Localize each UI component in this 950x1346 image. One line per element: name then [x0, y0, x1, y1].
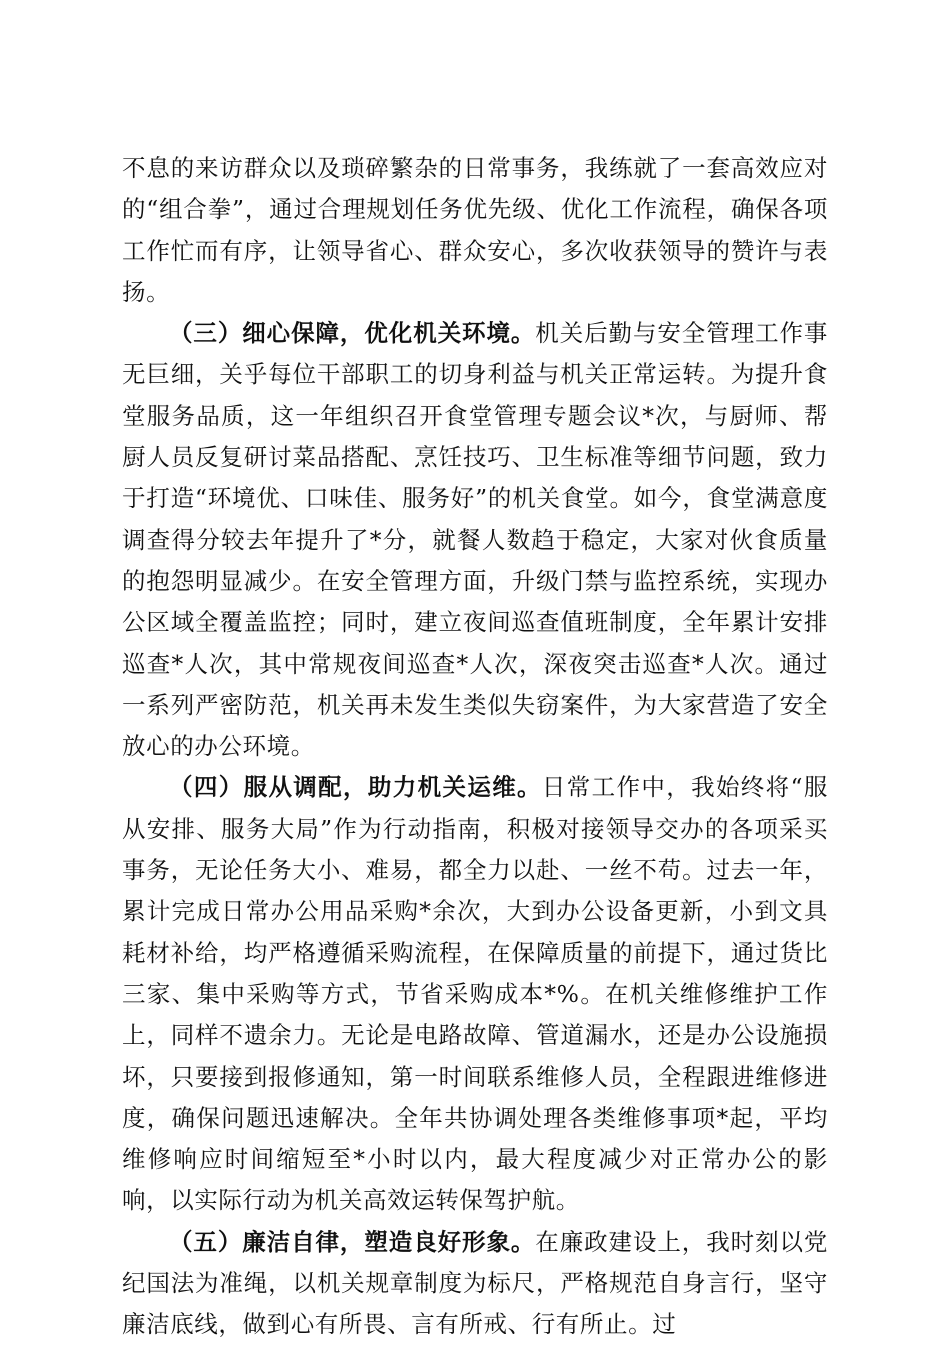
paragraph-continuation [122, 148, 828, 313]
paragraph-section-5 [122, 1222, 828, 1346]
section-heading-5: （五）廉洁自律，塑造良好形象。 [169, 1227, 536, 1256]
paragraph-section-3 [122, 313, 828, 767]
paragraph-text: 在廉政建设上，我时刻以党纪国法为准绳，以机关规章制度为标尺，严格规范自身言行，坚守廉洁底线，做到心有所畏、言有所戒、行有所止。过 [122, 1227, 829, 1339]
section-heading-4: （四）服从调配，助力机关运维。 [169, 773, 542, 802]
document-body [122, 148, 828, 1346]
paragraph-text: 不息的来访群众以及琐碎繁杂的日常事务，我练就了一套高效应对的“组合拳”，通过合理规划任务优先级、优化工作流程，确保各项工作忙而有序，让领导省心、群众安心，多次收获领导的赞许与表扬。 [122, 154, 828, 306]
paragraph-text: 机关后勤与安全管理工作事无巨细，关乎每位干部职工的切身利益与机关正常运转。为提升食堂服务品质，这一年组织召开食堂管理专题会议*次，与厨师、帮厨人员反复研讨菜品搭配、烹饪技巧、卫生标准等细节问题，致力于打造“环境优、口味佳、服务好”的机关食堂。如今，食堂满意度调查得分较去年提升了*分，就餐人数趋于稳定，大家对伙食质量的抱怨明显减少。在安全管理方面，升级门禁与监控系统，实现办公区域全覆盖监控；同时，建立夜间巡查值班制度，全年累计安排巡查*人次，其中常规夜间巡查*人次，深夜突击巡查*人次。通过一系列严密防范，机关再未发生类似失窃案件，为大家营造了安全放心的办公环境。 [122, 319, 829, 761]
section-heading-3: （三）细心保障，优化机关环境。 [169, 319, 536, 348]
paragraph-section-4 [122, 767, 828, 1221]
paragraph-text: 日常工作中，我始终将“服从安排、服务大局”作为行动指南，积极对接领导交办的各项采买事务，无论任务大小、难易，都全力以赴、一丝不苟。过去一年，累计完成日常办公用品采购*余次，大到办公设备更新，小到文具耗材补给，均严格遵循采购流程，在保障质量的前提下，通过货比三家、集中采购等方式，节省采购成本*%。在机关维修维护工作上，同样不遗余力。无论是电路故障、管道漏水，还是办公设施损坏，只要接到报修通知，第一时间联系维修人员，全程跟进维修进度，确保问题迅速解决。全年共协调处理各类维修事项*起，平均维修响应时间缩短至*小时以内，最大程度减少对正常办公的影响，以实际行动为机关高效运转保驾护航。 [122, 773, 829, 1215]
